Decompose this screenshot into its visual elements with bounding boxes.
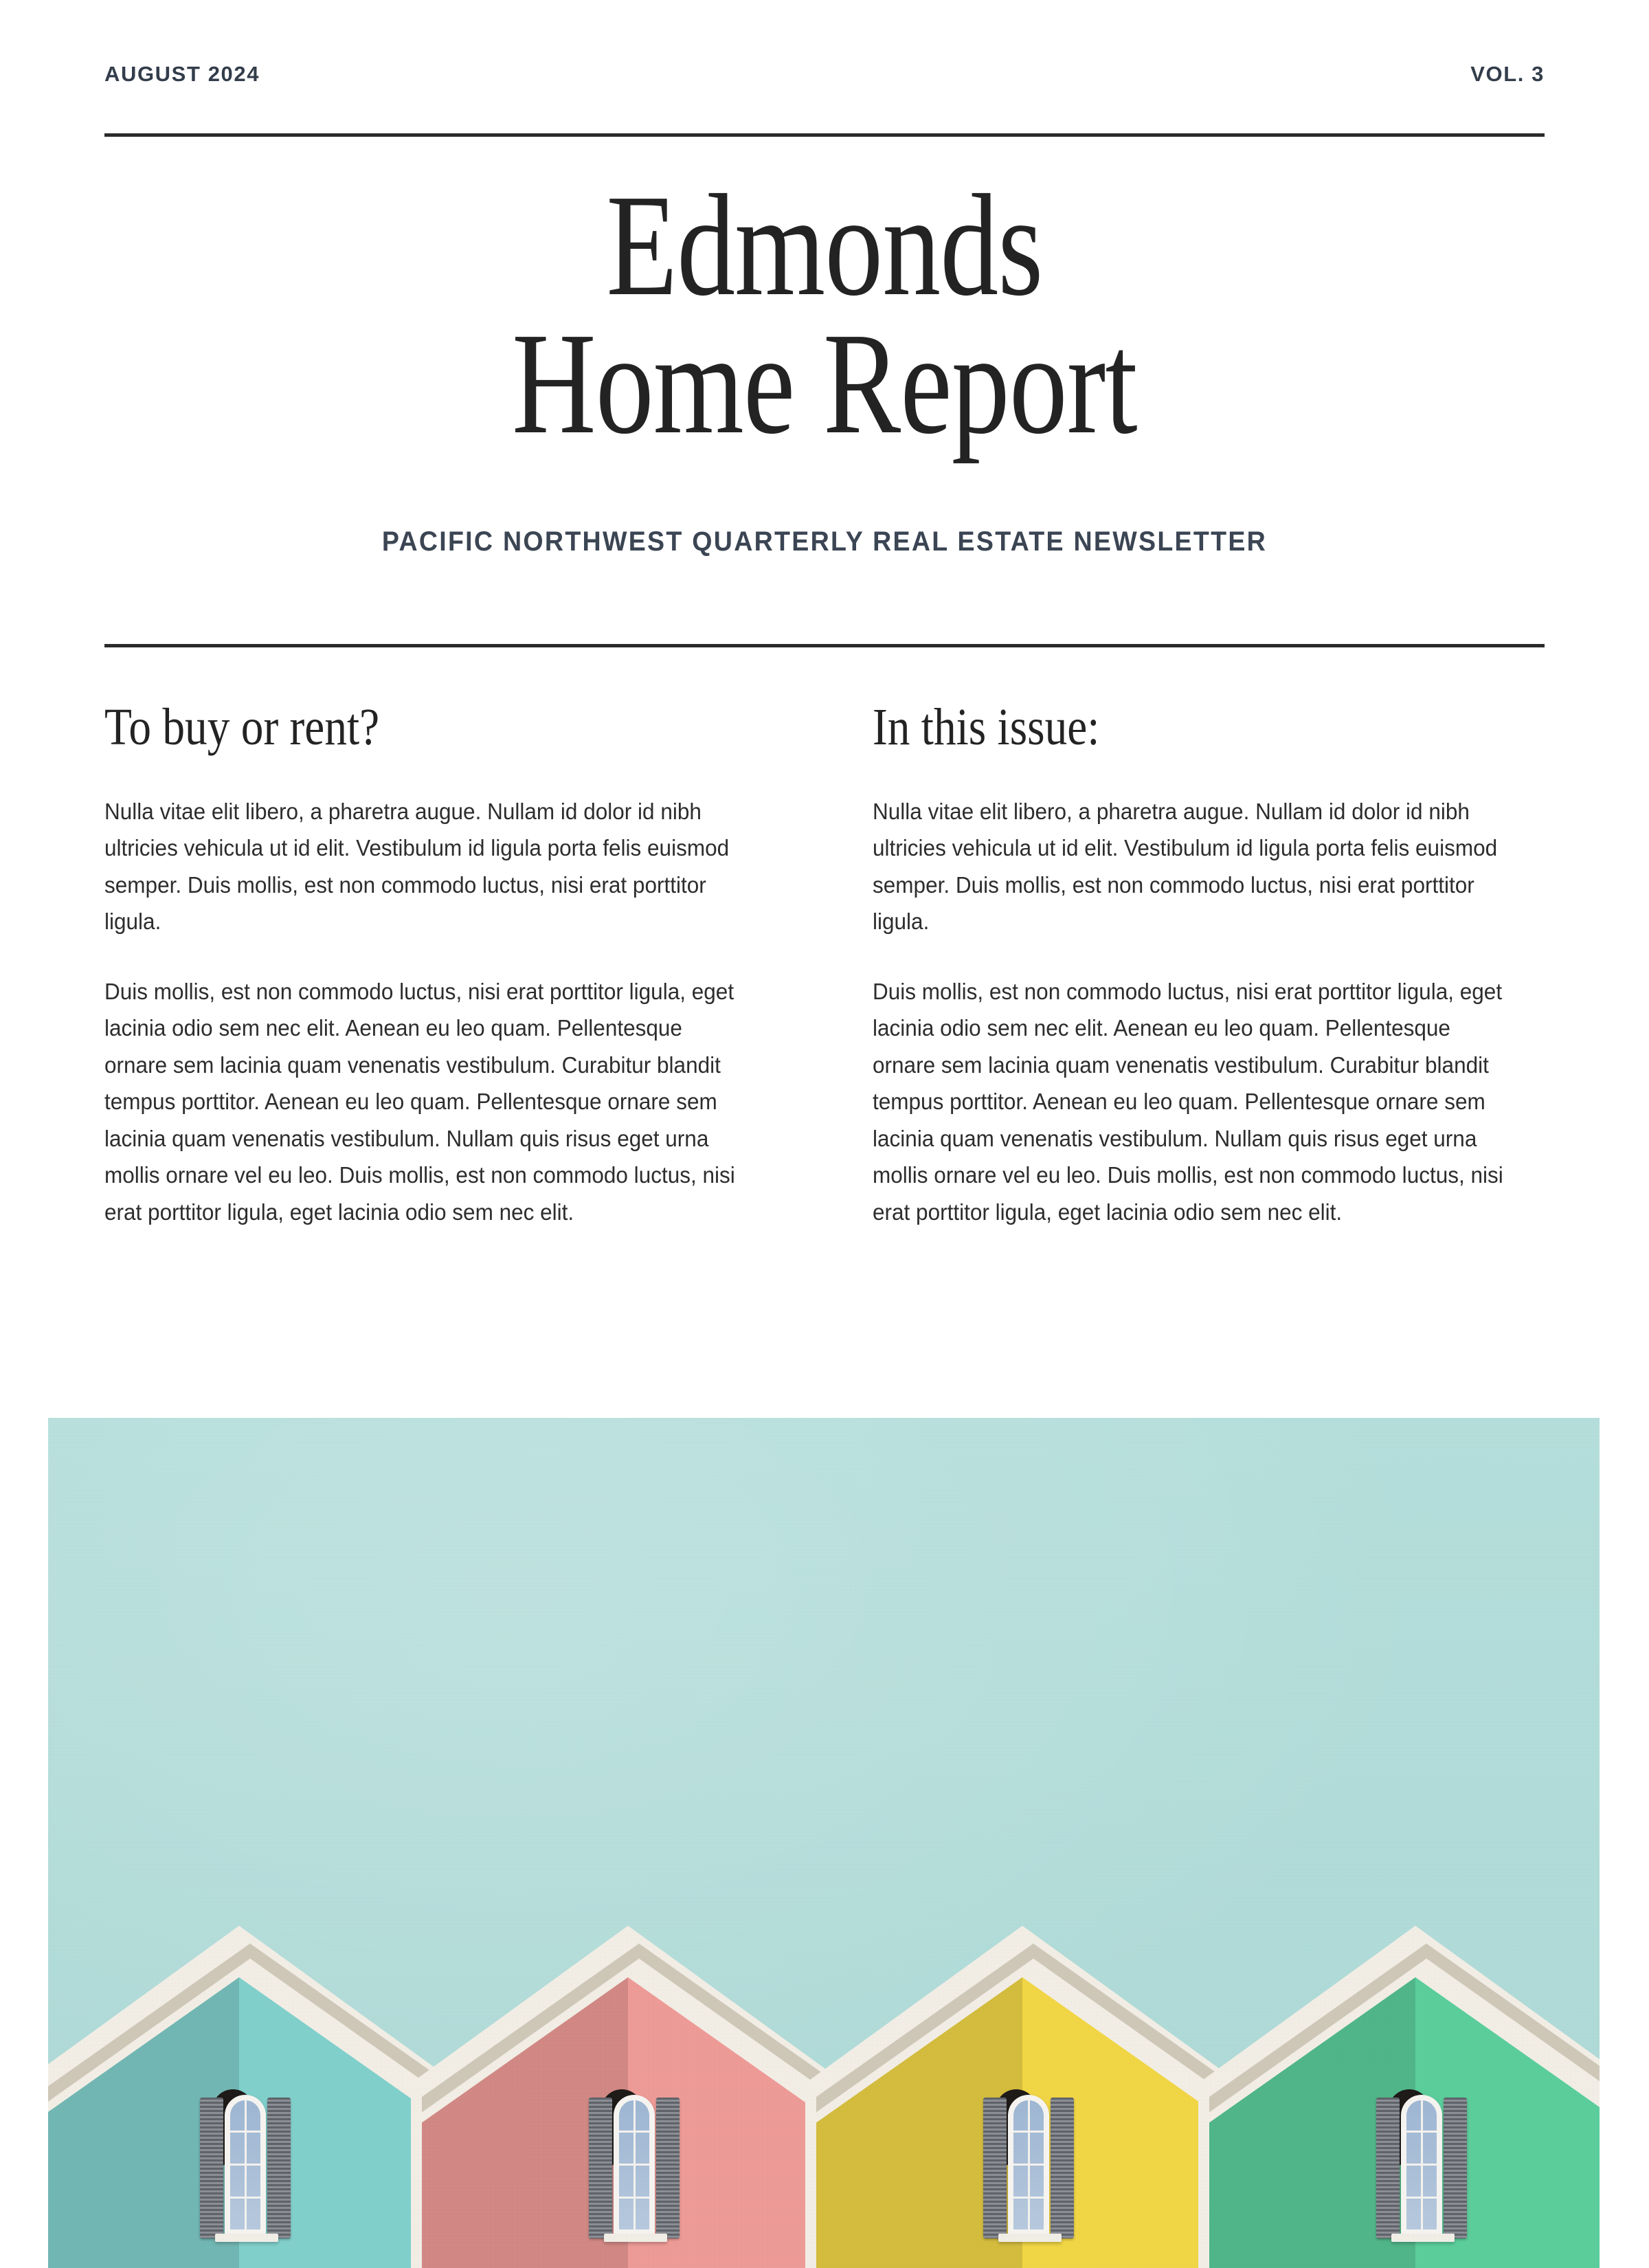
window-mullion-horizontal bbox=[230, 2197, 260, 2199]
column-left-paragraph-2: Duis mollis, est non commodo luctus, nisi erat porttitor ligula, eget lacinia odio sem nec elit. Aenean eu leo quam. Pellentesque ornare sem lacinia quam venenatis vestibulum. Curabitur blandit tempus porttitor. Aenean eu leo quam. Pellentesque ornare sem lacinia quam venenatis vestibulum. Nullam quis risus eget urna mollis ornare vel eu leo. Duis mollis, est non commodo luctus, nisi erat porttitor ligula, eget lacinia odio sem nec elit. bbox=[104, 978, 735, 1225]
column-right-paragraph-2: Duis mollis, est non commodo luctus, nisi erat porttitor ligula, eget lacinia odio sem nec elit. Aenean eu leo quam. Pellentesque ornare sem lacinia quam venenatis vestibulum. Curabitur blandit tempus porttitor. Aenean eu leo quam. Pellentesque ornare sem lacinia quam venenatis vestibulum. Nullam quis risus eget urna mollis ornare vel eu leo. Duis mollis, est non commodo luctus, nisi erat porttitor ligula, eget lacinia odio sem nec elit. bbox=[873, 978, 1503, 1225]
header-meta-bar bbox=[104, 62, 1545, 87]
window-mullion-horizontal bbox=[1013, 2131, 1044, 2133]
window-shutter-right bbox=[267, 2098, 291, 2238]
window-mullion-horizontal bbox=[1013, 2197, 1044, 2199]
house-green-window bbox=[1376, 2089, 1467, 2247]
window-sill bbox=[604, 2234, 667, 2242]
window-shutter-right bbox=[1051, 2098, 1074, 2238]
feature-photo bbox=[48, 1418, 1600, 2268]
window-mullion-horizontal bbox=[1406, 2164, 1437, 2166]
window-shutter-right bbox=[1444, 2098, 1467, 2238]
column-left-heading: To buy or rent? bbox=[104, 698, 380, 756]
window-glass bbox=[230, 2100, 260, 2230]
house-pink-window bbox=[589, 2089, 680, 2247]
house-green bbox=[1209, 1945, 1600, 2268]
window-mullion-horizontal bbox=[619, 2164, 649, 2166]
window-shutter-left bbox=[589, 2098, 612, 2238]
window-sill bbox=[1391, 2234, 1455, 2242]
window-mullion-horizontal bbox=[1406, 2197, 1437, 2199]
window-frame bbox=[225, 2095, 266, 2238]
window-sill bbox=[215, 2234, 278, 2242]
window-glass bbox=[1013, 2100, 1044, 2230]
window-frame bbox=[614, 2095, 655, 2238]
masthead-subtitle: PACIFIC NORTHWEST QUARTERLY REAL ESTATE NEWSLETTER bbox=[381, 526, 1268, 557]
article-columns bbox=[104, 698, 1545, 1230]
house-teal bbox=[48, 1945, 445, 2268]
house-teal-window bbox=[200, 2089, 291, 2247]
window-frame bbox=[1008, 2095, 1049, 2238]
house-yellow bbox=[816, 1945, 1229, 2268]
window-glass bbox=[1406, 2100, 1437, 2230]
window-mullion-horizontal bbox=[230, 2131, 260, 2133]
window-sill bbox=[998, 2234, 1062, 2242]
masthead-title-line-2: Home Report bbox=[512, 302, 1137, 465]
window-shutter-left bbox=[983, 2098, 1007, 2238]
header-divider-top bbox=[104, 133, 1545, 137]
window-shutter-left bbox=[200, 2098, 223, 2238]
window-frame bbox=[1401, 2095, 1442, 2238]
window-mullion-horizontal bbox=[619, 2131, 649, 2133]
header-divider-bottom bbox=[104, 644, 1545, 647]
window-mullion-horizontal bbox=[1406, 2131, 1437, 2133]
column-right bbox=[873, 698, 1545, 1230]
column-right-heading: In this issue: bbox=[873, 698, 1100, 756]
window-shutter-left bbox=[1376, 2098, 1400, 2238]
volume-label: VOL. 3 bbox=[1470, 62, 1545, 86]
window-mullion-horizontal bbox=[619, 2197, 649, 2199]
window-glass bbox=[619, 2100, 649, 2230]
window-shutter-right bbox=[656, 2098, 680, 2238]
issue-date: AUGUST 2024 bbox=[104, 62, 260, 86]
masthead bbox=[0, 164, 1649, 465]
column-right-paragraph-1: Nulla vitae elit libero, a pharetra augue. Nullam id dolor id nibh ultricies vehicula ut id elit. Vestibulum id ligula porta felis euismod semper. Duis mollis, est non commodo luctus, nisi erat porttitor ligula. bbox=[873, 799, 1498, 935]
column-left-paragraph-1: Nulla vitae elit libero, a pharetra augue. Nullam id dolor id nibh ultricies vehicula ut id elit. Vestibulum id ligula porta felis euismod semper. Duis mollis, est non commodo luctus, nisi erat porttitor ligula. bbox=[104, 799, 730, 935]
column-left bbox=[104, 698, 776, 1230]
house-yellow-window bbox=[983, 2089, 1074, 2247]
house-pink bbox=[422, 1945, 834, 2268]
window-mullion-horizontal bbox=[230, 2164, 260, 2166]
masthead-title-line-1: Edmonds bbox=[606, 164, 1043, 326]
photo-houses bbox=[48, 1945, 1600, 2268]
window-mullion-horizontal bbox=[1013, 2164, 1044, 2166]
